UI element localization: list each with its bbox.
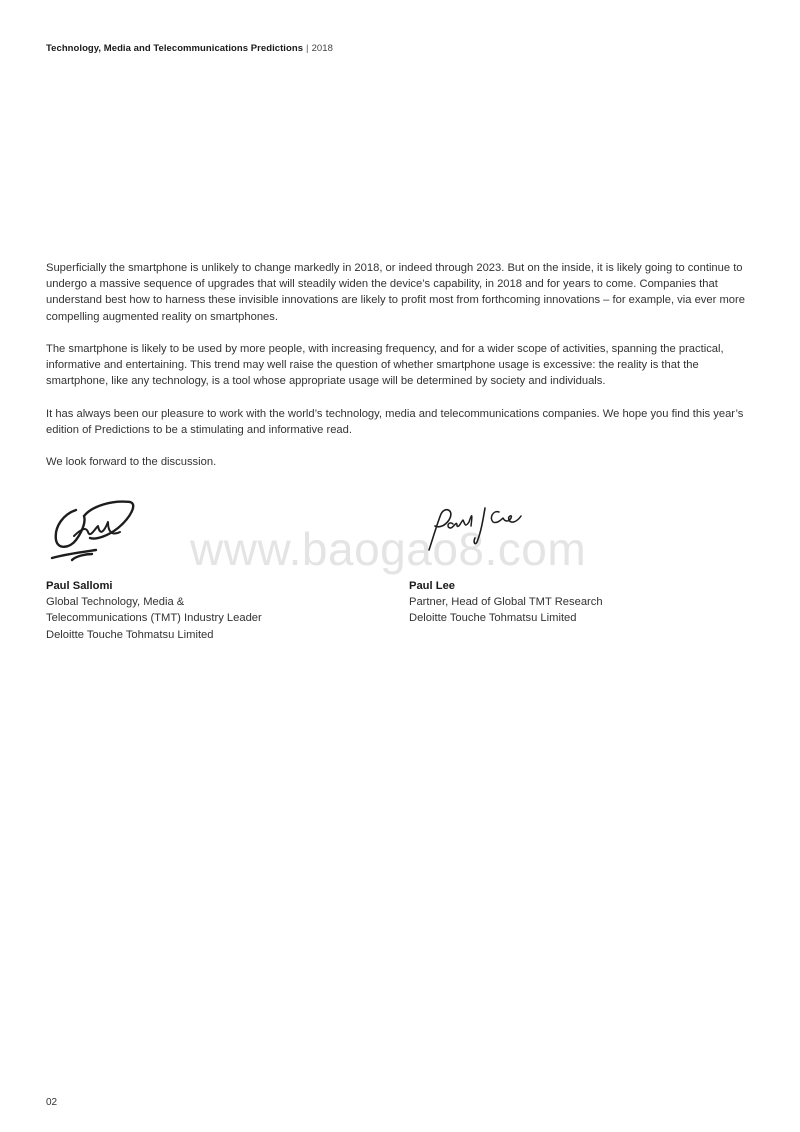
watermark: www.baogao8.com: [190, 523, 587, 575]
header-separator: |: [306, 43, 309, 54]
signature-paul-sallomi: [46, 496, 138, 568]
signatory-title-line: Partner, Head of Global TMT Research: [409, 596, 603, 609]
signature-paul-lee: [425, 502, 525, 554]
signatory-organization: Deloitte Touche Tohmatsu Limited: [409, 612, 577, 625]
signatory-name: Paul Sallomi: [46, 580, 113, 592]
running-header: [46, 43, 333, 54]
letter-body: [46, 260, 754, 487]
paragraph: Superficially the smartphone is unlikely to change markedly in 2018, or indeed through 2023. But on the inside, it is likely going to continue to undergo a massive sequence of upgrades that will steadily widen the device’s capability, in 2018 and for years to come. Companies that understand best how to harness these invisible innovations are likely to profit most from forthcoming innovations – for example, via ever more compelling augmented reality on smartphones.: [46, 262, 745, 323]
signatory-title-line: Global Technology, Media &: [46, 596, 185, 609]
publication-title: Technology, Media and Telecommunications Predictions: [46, 43, 304, 54]
paragraph: It has always been our pleasure to work with the world’s technology, media and telecommunications companies. We hope you find this year’s edition of Predictions to be a stimulating and informative read.: [46, 407, 744, 436]
closing-line: We look forward to the discussion.: [46, 456, 217, 469]
publication-year: 2018: [311, 43, 333, 54]
page-number: 02: [46, 1097, 58, 1108]
signatory-title-line: Telecommunications (TMT) Industry Leader: [46, 612, 262, 625]
signatory-name: Paul Lee: [409, 580, 456, 592]
signatory-organization: Deloitte Touche Tohmatsu Limited: [46, 628, 214, 641]
signatory-block-paul-lee: [409, 578, 669, 627]
signatory-block-paul-sallomi: [46, 578, 306, 643]
paragraph: The smartphone is likely to be used by more people, with increasing frequency, and for a wider scope of activities, spanning the practical, informative and entertaining. This trend may well raise the question of whether smartphone usage is excessive: the reality is that the smartphone, like any technology, is a tool whose appropriate usage will be determined by society and individuals.: [46, 343, 724, 388]
